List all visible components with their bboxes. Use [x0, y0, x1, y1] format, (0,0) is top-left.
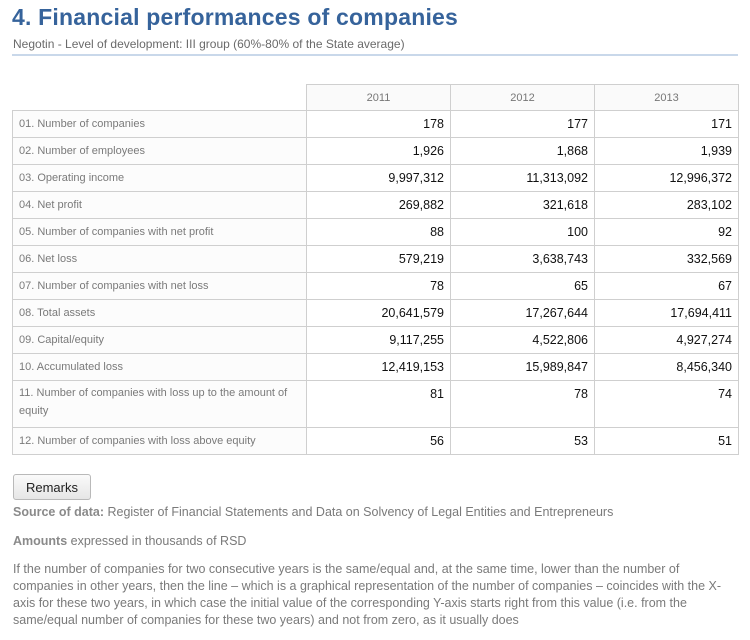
cell-value: 4,522,806: [451, 327, 595, 354]
cell-value: 178: [307, 111, 451, 138]
row-label: 02. Number of employees: [13, 138, 307, 165]
row-label: 12. Number of companies with loss above equity: [13, 428, 307, 455]
cell-value: 579,219: [307, 246, 451, 273]
amounts-text: expressed in thousands of RSD: [67, 534, 247, 548]
header-divider: [12, 54, 738, 56]
year-header: 2013: [595, 85, 739, 111]
cell-value: 51: [595, 428, 739, 455]
source-label: Source of data:: [13, 505, 104, 519]
table-row: [13, 111, 739, 138]
cell-value: 177: [451, 111, 595, 138]
cell-value: 15,989,847: [451, 354, 595, 381]
table-row: [13, 381, 739, 428]
cell-value: 53: [451, 428, 595, 455]
cell-value: 74: [595, 381, 739, 428]
row-label: 04. Net profit: [13, 192, 307, 219]
year-header: 2011: [307, 85, 451, 111]
table-row: [13, 246, 739, 273]
remarks-button[interactable]: Remarks: [13, 474, 91, 500]
cell-value: 1,939: [595, 138, 739, 165]
table-row: [13, 327, 739, 354]
table-row: [13, 273, 739, 300]
row-label: 01. Number of companies: [13, 111, 307, 138]
cell-value: 12,419,153: [307, 354, 451, 381]
cell-value: 171: [595, 111, 739, 138]
cell-value: 1,926: [307, 138, 451, 165]
amounts-note: [13, 534, 246, 548]
row-label: 08. Total assets: [13, 300, 307, 327]
cell-value: 81: [307, 381, 451, 428]
row-label: 03. Operating income: [13, 165, 307, 192]
table-row: [13, 219, 739, 246]
cell-value: 8,456,340: [595, 354, 739, 381]
row-label: 06. Net loss: [13, 246, 307, 273]
cell-value: 100: [451, 219, 595, 246]
cell-value: 321,618: [451, 192, 595, 219]
cell-value: 17,694,411: [595, 300, 739, 327]
table-header-row: [13, 85, 739, 111]
source-text: Register of Financial Statements and Data on Solvency of Legal Entities and Entrepreneurs: [104, 505, 614, 519]
row-label: 07. Number of companies with net loss: [13, 273, 307, 300]
cell-value: 67: [595, 273, 739, 300]
row-label: 11. Number of companies with loss up to the amount of equity: [13, 381, 307, 428]
cell-value: 56: [307, 428, 451, 455]
header-corner-cell: [13, 85, 307, 111]
cell-value: 332,569: [595, 246, 739, 273]
cell-value: 4,927,274: [595, 327, 739, 354]
cell-value: 3,638,743: [451, 246, 595, 273]
cell-value: 20,641,579: [307, 300, 451, 327]
amounts-label: Amounts: [13, 534, 68, 548]
table-row: [13, 354, 739, 381]
page-subtitle: Negotin - Level of development: III group (60%-80% of the State average): [13, 37, 405, 51]
table-row: [13, 300, 739, 327]
table-row: [13, 192, 739, 219]
cell-value: 269,882: [307, 192, 451, 219]
row-label: 05. Number of companies with net profit: [13, 219, 307, 246]
cell-value: 9,997,312: [307, 165, 451, 192]
table-row: [13, 428, 739, 455]
cell-value: 65: [451, 273, 595, 300]
cell-value: 1,868: [451, 138, 595, 165]
table-row: [13, 138, 739, 165]
cell-value: 11,313,092: [451, 165, 595, 192]
cell-value: 17,267,644: [451, 300, 595, 327]
row-label: 09. Capital/equity: [13, 327, 307, 354]
cell-value: 283,102: [595, 192, 739, 219]
cell-value: 78: [307, 273, 451, 300]
row-label: 10. Accumulated loss: [13, 354, 307, 381]
remarks-paragraph: If the number of companies for two consecutive years is the same/equal and, at the same time, lower than the number of companies in other years, then the line – which is a graphical representation of the number of companies – coincides with the X-axis for these two years, in which case the initial value of the corresponding Y-axis starts right from this value (i.e. from the same/equal number of companies for these two years) and not from zero, as it usually does: [13, 562, 722, 627]
year-header: 2012: [451, 85, 595, 111]
cell-value: 9,117,255: [307, 327, 451, 354]
page-title: 4. Financial performances of companies: [12, 4, 459, 30]
cell-value: 78: [451, 381, 595, 428]
financial-table: [12, 84, 739, 455]
cell-value: 92: [595, 219, 739, 246]
source-note: [13, 505, 613, 519]
table-row: [13, 165, 739, 192]
cell-value: 88: [307, 219, 451, 246]
cell-value: 12,996,372: [595, 165, 739, 192]
